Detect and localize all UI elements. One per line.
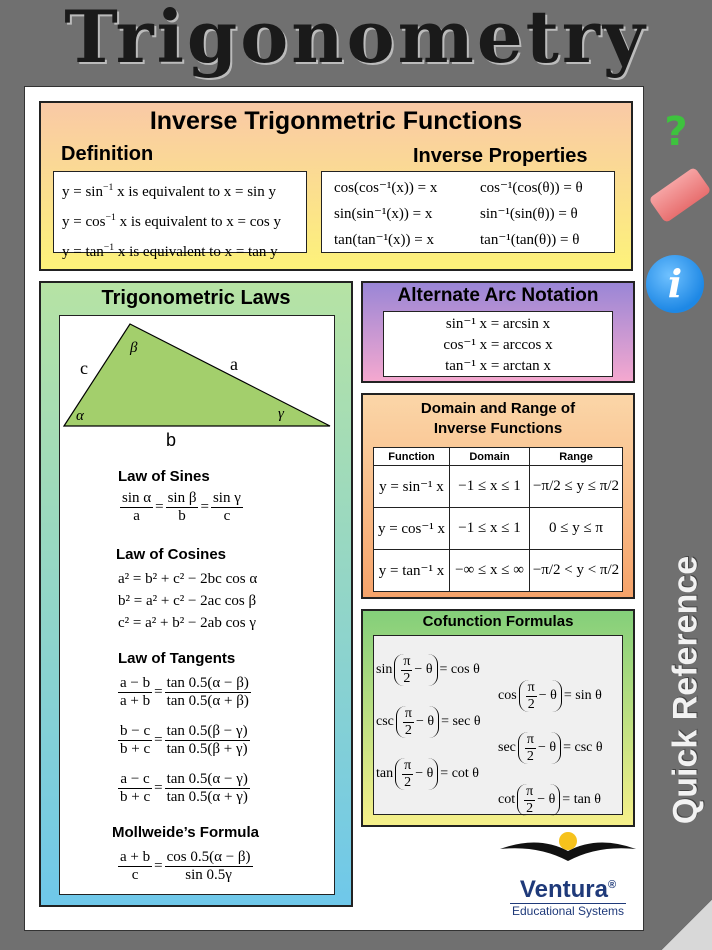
column-header: Range [530, 448, 623, 466]
table-cell: −1 ≤ x ≤ 1 [450, 466, 530, 508]
property-line: sin⁻¹(sin(θ)) = θ [480, 206, 578, 222]
help-icon[interactable]: ? [664, 109, 688, 155]
cofunction-formula: csc $\frac{\pi}{2}$ − θ = sec θ [376, 706, 481, 738]
angle-label-alpha: α [76, 408, 84, 424]
column-header: Function [374, 448, 450, 466]
cofunction-panel [361, 609, 635, 827]
triangle-diagram [60, 316, 336, 456]
cosine-line: b² = a² + c² − 2ac cos β [118, 593, 257, 609]
ventura-logo: Ventura® Educational Systems [498, 831, 638, 918]
property-line: tan(tan⁻¹(x)) = x [334, 232, 435, 248]
table-row [374, 550, 623, 592]
definition-line: $y = \cos^{-1} x$ is equivalent to x = cos y [62, 212, 281, 230]
table-cell: −1 ≤ x ≤ 1 [450, 508, 530, 550]
definition-line: $y = \sin^{-1} x$ is equivalent to x = sin y [62, 182, 276, 200]
cofunction-formula: cos $\frac{\pi}{2}$ − θ = sin θ [498, 680, 602, 712]
trig-laws-content [59, 315, 335, 895]
angle-label-gamma: γ [278, 406, 284, 422]
table-row [374, 508, 623, 550]
mollweide-formula: $\frac{a + b}{c}$ = $\frac{\cos 0.5(\alpha - \beta)}{\sin 0.5\gamma}$ [120, 849, 251, 883]
table-cell: 0 ≤ y ≤ π [530, 508, 623, 550]
cosine-line: a² = b² + c² − 2bc cos α [118, 571, 258, 587]
definition-box [53, 171, 307, 260]
angle-label-beta: β [130, 340, 138, 356]
page-curl[interactable] [662, 900, 712, 950]
law-of-sines-formula: $\frac{\text{sin α}}{a}$ = $\frac{\text{sin β}}{b}$ = $\frac{\text{sin γ}}{c}$ [122, 490, 241, 524]
reference-sheet [24, 86, 644, 931]
domain-range-table [373, 447, 623, 592]
quick-reference-label: Quick Reference [666, 555, 705, 825]
table-cell: y = cos⁻¹ x [374, 508, 450, 550]
arc-line: sin⁻¹ x = arcsin x [445, 316, 551, 332]
trig-laws-title: Trigonometric Laws [101, 287, 291, 309]
law-of-tangents-formulas: $\frac{a - b}{a + b}$ = $\frac{\tan 0.5(\alpha - \beta)}{\tan 0.5(\alpha + \beta)}$ $\frac{b - c}{b + c}$ = $\frac{\tan 0.5(\beta - \gamma)}{\tan 0.5(\beta + \gamma)}$ $\frac{a - c}{b + c}$ = $\frac{\tan 0.5(\alpha - \gamma)}{\tan 0.5(\alpha + \gamma)}$ [120, 675, 249, 805]
definition-line: $y = \tan^{-1} x$ is equivalent to x = tan y [62, 242, 278, 260]
trig-laws-panel [39, 281, 353, 907]
property-line: cos(cos⁻¹(x)) = x [334, 180, 438, 196]
table-row [374, 466, 623, 508]
table-cell: y = tan⁻¹ x [374, 550, 450, 592]
eraser-icon[interactable] [648, 167, 711, 224]
quick-reference-tab[interactable] [664, 480, 708, 900]
cofunction-formula: tan $\frac{\pi}{2}$ − θ = cot θ [376, 758, 480, 790]
property-line: cos⁻¹(cos(θ)) = θ [480, 180, 583, 196]
table-cell: y = sin⁻¹ x [374, 466, 450, 508]
logo-bird-icon [498, 831, 638, 867]
domain-range-title: Domain and Range of Inverse Functions [420, 400, 576, 437]
arc-line: tan⁻¹ x = arctan x [445, 358, 551, 374]
cofunction-box [373, 635, 623, 815]
law-of-tangents-title: Law of Tangents [118, 650, 236, 667]
cofunction-title: Cofunction Formulas [422, 613, 574, 630]
side-label-b: b [166, 430, 177, 450]
side-label-c: c [80, 358, 88, 378]
table-cell: −π/2 < y < π/2 [530, 550, 623, 592]
domain-range-panel [361, 393, 635, 599]
column-header: Domain [450, 448, 530, 466]
property-line: tan⁻¹(tan(θ)) = θ [480, 232, 580, 248]
table-header-row [374, 448, 623, 466]
cofunction-formula: sec $\frac{\pi}{2}$ − θ = csc θ [498, 732, 603, 764]
law-of-cosines-title: Law of Cosines [116, 546, 227, 563]
page-title: Trigonometry [64, 0, 648, 79]
law-of-cosines-formulas [118, 568, 257, 634]
arc-notation-title: Alternate Arc Notation [397, 285, 599, 306]
inverse-functions-panel [39, 101, 633, 271]
arc-notation-panel [361, 281, 635, 383]
table-cell: −π/2 ≤ y ≤ π/2 [530, 466, 623, 508]
inverse-functions-title: Inverse Trigonmetric Functions [149, 107, 523, 135]
cofunction-formula: sin $\frac{\pi}{2}$ − θ = cos θ [376, 654, 480, 686]
table-cell: −∞ ≤ x ≤ ∞ [450, 550, 530, 592]
cofunction-formula: cot $\frac{\pi}{2}$ − θ = tan θ [498, 784, 602, 816]
logo-name: Ventura [519, 876, 608, 903]
info-icon[interactable]: i [646, 255, 704, 313]
inverse-properties-box [321, 171, 615, 253]
property-line: sin(sin⁻¹(x)) = x [334, 206, 433, 222]
side-label-a: a [230, 354, 238, 374]
cosine-line: c² = a² + b² − 2ab cos γ [118, 615, 256, 631]
arc-line: cos⁻¹ x = arccos x [443, 337, 553, 353]
logo-tagline: Educational Systems [511, 904, 625, 918]
definition-label: Definition [61, 143, 154, 165]
inverse-properties-label: Inverse Properties [413, 145, 588, 167]
law-of-sines-title: Law of Sines [118, 468, 210, 485]
arc-notation-box [383, 311, 613, 377]
mollweide-title: Mollweide’s Formula [112, 824, 259, 841]
